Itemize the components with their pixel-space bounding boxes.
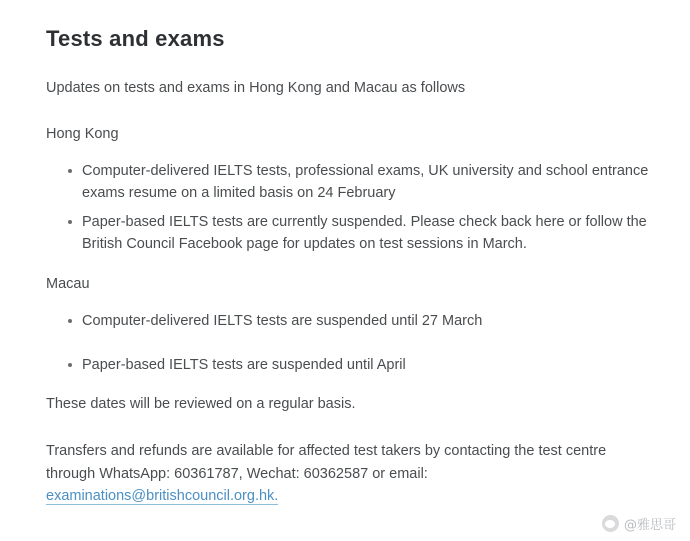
- bullet-list-macau: [46, 310, 650, 377]
- list-item: Paper-based IELTS tests are suspended until April: [68, 354, 650, 376]
- list-item: Paper-based IELTS tests are currently suspended. Please check back here or follow the British Council Facebook page for updates on test sessions in March.: [68, 211, 650, 256]
- section-heading-hong-kong: Hong Kong: [46, 126, 119, 143]
- bullet-list-hong-kong: [46, 160, 650, 256]
- intro-paragraph: Updates on tests and exams in Hong Kong and Macau as follows: [46, 80, 466, 97]
- section-heading-macau: Macau: [46, 275, 90, 292]
- list-item: Computer-delivered IELTS tests, professional exams, UK university and school entrance exams resume on a limited basis on 24 February: [68, 160, 650, 205]
- review-note: These dates will be reviewed on a regular basis.: [46, 396, 356, 413]
- list-item: Computer-delivered IELTS tests are suspended until 27 March: [68, 310, 650, 332]
- email-link[interactable]: examinations@britishcouncil.org.hk.: [46, 488, 279, 505]
- watermark-label: @雅思哥: [623, 518, 676, 533]
- footer-paragraph: [46, 440, 650, 507]
- weibo-icon: [602, 515, 619, 532]
- footer-text: Transfers and refunds are available for affected test takers by contacting the test centre through WhatsApp: 60361787, Wechat: 60362587 or email:: [46, 443, 607, 482]
- watermark: [602, 514, 676, 533]
- page-title: Tests and exams: [46, 26, 225, 51]
